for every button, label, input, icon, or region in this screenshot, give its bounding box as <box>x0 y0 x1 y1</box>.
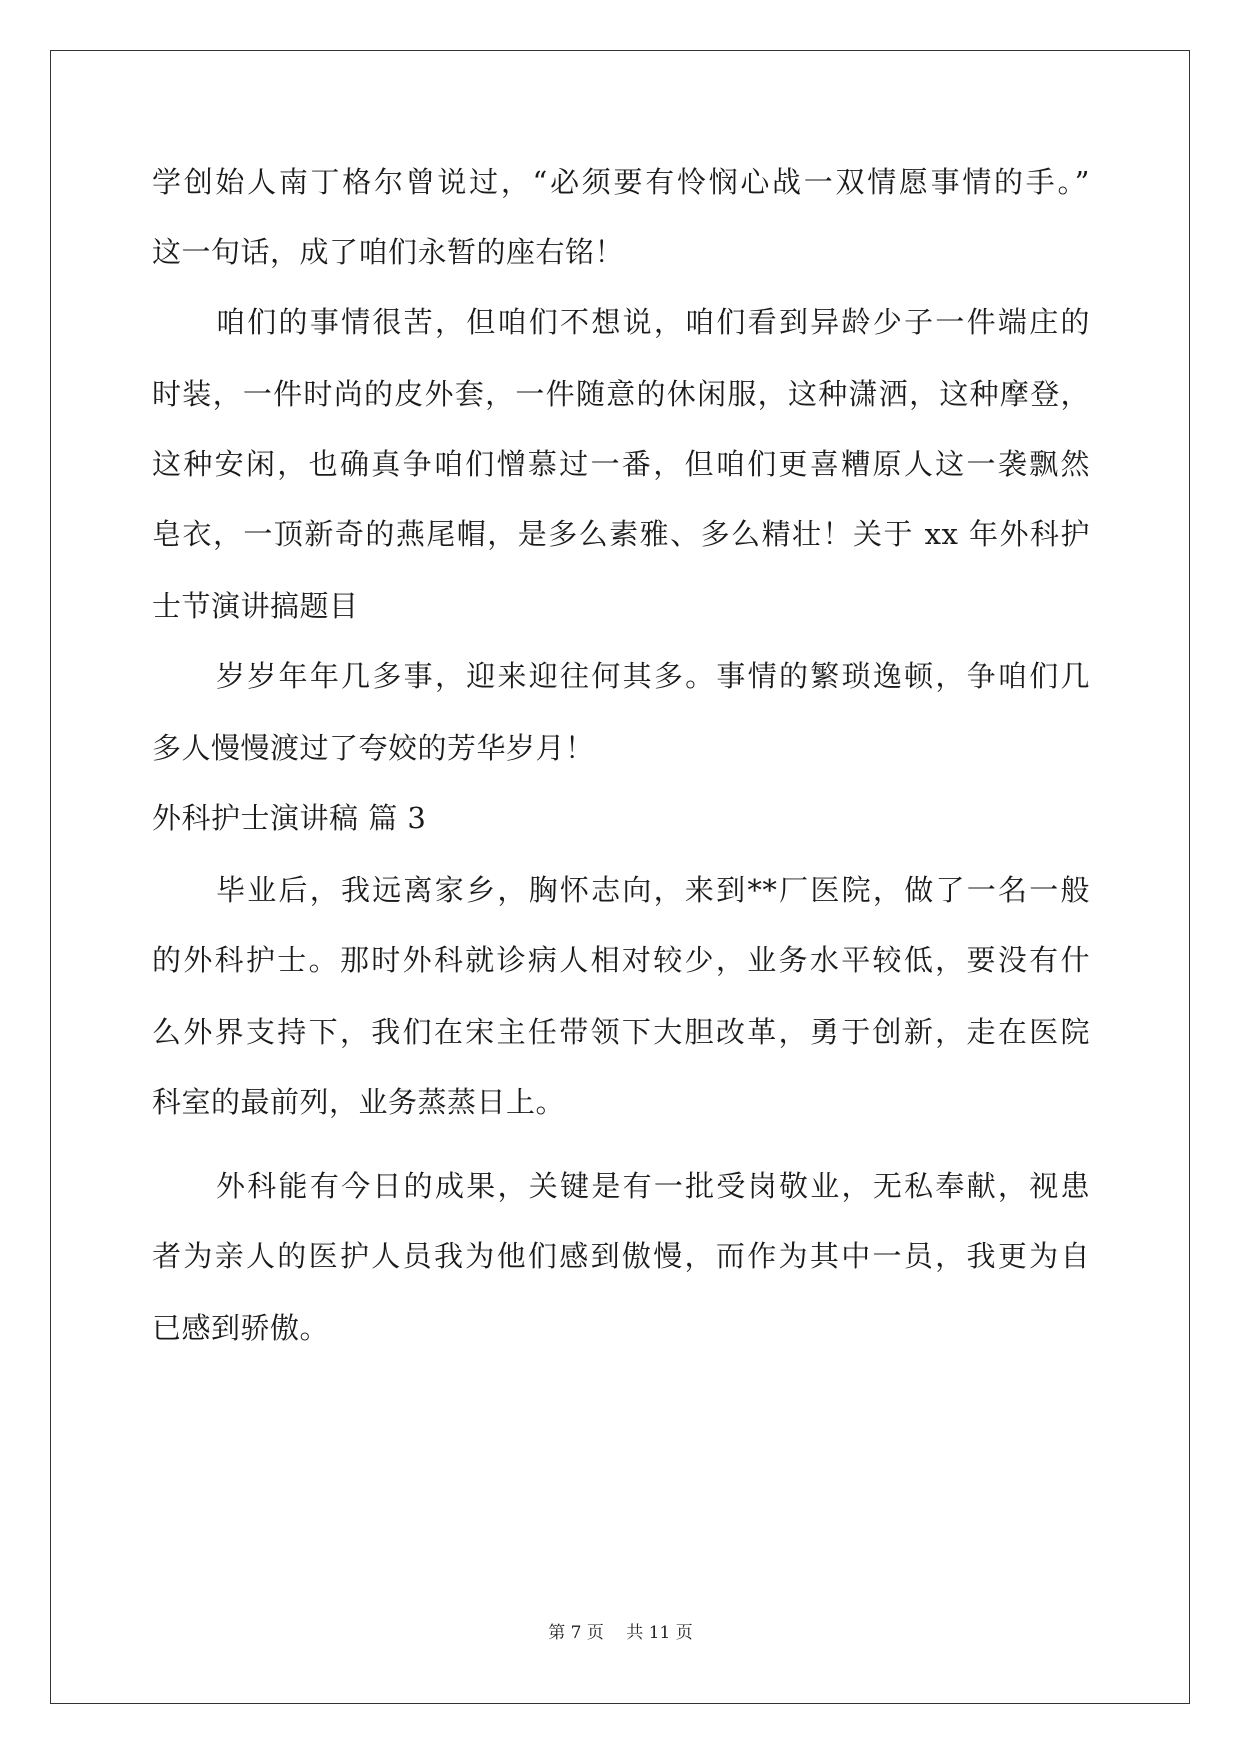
text-line: 多人慢慢渡过了夸姣的芳华岁月！ <box>152 731 595 765</box>
text-line: 者为亲人的医护人员我为他们感到傲慢，而作为其中一员，我更为自 <box>152 1239 1090 1273</box>
paragraph-first-line: 毕业后，我远离家乡，胸怀志向，来到**厂医院，做了一名一般 <box>216 873 1090 907</box>
text-line: 这种安闲，也确真争咱们憎慕过一番，但咱们更喜糟原人这一袭飘然 <box>152 447 1090 481</box>
text-line: 这一句话，成了咱们永暂的座右铭！ <box>152 235 625 269</box>
section-heading: 外科护士演讲稿 篇 3 <box>152 801 427 835</box>
text-line: 皂衣，一顶新奇的燕尾帽，是多么素雅、多么精壮！关于 xx 年外科护 <box>152 517 1090 551</box>
paragraph-first-line: 岁岁年年几多事，迎来迎往何其多。事情的繁琐逸顿，争咱们几 <box>216 659 1090 693</box>
text-line: 学创始人南丁格尔曾说过，“必须要有怜悯心战一双情愿事情的手。” <box>152 165 1090 199</box>
paragraph-first-line: 咱们的事情很苦，但咱们不想说，咱们看到异龄少子一件端庄的 <box>216 305 1090 339</box>
text-line: 么外界支持下，我们在宋主任带领下大胆改革，勇于创新，走在医院 <box>152 1015 1090 1049</box>
paragraph-first-line: 外科能有今日的成果，关键是有一批受岗敬业，无私奉献，视患 <box>216 1169 1090 1203</box>
page-number-footer: 第 7 页 共 11 页 <box>548 1623 693 1643</box>
text-line: 的外科护士。那时外科就诊病人相对较少，业务水平较低，要没有什 <box>152 943 1090 977</box>
text-line: 已感到骄傲。 <box>152 1311 330 1345</box>
text-line: 士节演讲搞题目 <box>152 589 359 623</box>
text-line: 科室的最前列，业务蒸蒸日上。 <box>152 1085 566 1119</box>
text-line: 时装，一件时尚的皮外套，一件随意的休闲服，这种潇洒，这种摩登， <box>152 377 1090 411</box>
